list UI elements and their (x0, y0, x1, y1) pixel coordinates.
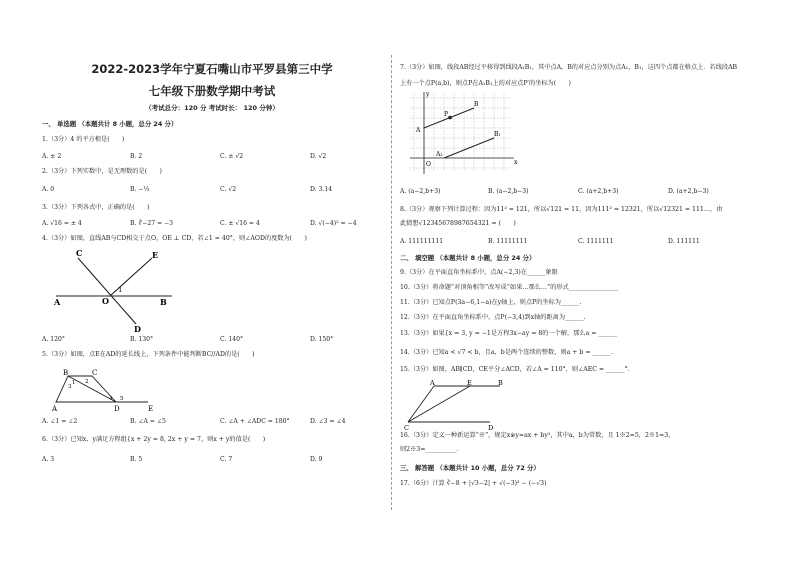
question-17: 17.（6分）计算 ∛−8 + |√3−2| + √(−3)² − (−√3) (400, 480, 547, 487)
line-cd (78, 258, 136, 324)
label-c: C (404, 424, 409, 432)
exam-title-line2: 七年级下册数学期中考试 (148, 84, 276, 98)
question-8-stem-line1: 8.（3分）观察下列计算过程：因为11² = 121，所以√121 = 11，因为111² = 12321，所以√12321 = 111…，由 (400, 206, 723, 213)
exam-title-line1: 2022-2023学年宁夏石嘴山市平罗县第三中学 (91, 62, 333, 76)
section-3-heading: 三、 解答题 （本题共计 10 小题，总分 72 分） (400, 464, 540, 472)
label-a: A (416, 127, 421, 134)
q3-option-b: B. ∛−27 = −3 (130, 220, 174, 227)
q3-option-c: C. ± √16 = 4 (220, 220, 260, 227)
label-origin: O (426, 161, 431, 168)
exam-info: （考试总分：120 分 考试时长： 120 分钟） (145, 104, 279, 112)
question-8-stem-line2: 此猜想√12345678987654321 = ( ) (400, 220, 516, 227)
q5-option-c: C. ∠A + ∠ADC = 180° (220, 418, 290, 425)
q4-option-c: C. 140° (220, 336, 243, 343)
question-10: 10.（3分）将命题“对顶角相等”改写成“如果…那么…”的形式________________ (400, 284, 619, 291)
label-b: B (498, 379, 503, 387)
q4-option-a: A. 120° (42, 336, 65, 343)
point-p (448, 116, 452, 120)
right-column (400, 0, 745, 562)
q1-option-c: C. ± √2 (220, 153, 244, 160)
label-y: y (426, 91, 430, 98)
angle-1: 1 (72, 380, 76, 386)
section-1-heading: 一、 单选题 （本题共计 8 小题，总分 24 分） (42, 120, 178, 128)
question-1-stem: 1.（3分）4 的平方根是( ) (42, 136, 125, 143)
q8-option-c: C. 1111111 (578, 238, 614, 245)
q6-option-b: B. 5 (130, 456, 143, 463)
ray-oe (110, 258, 152, 296)
label-b1: B₁ (494, 131, 501, 138)
segment-ac (408, 386, 434, 422)
question-2-stem: 2.（3分）下列实数中，是无理数的是( ) (42, 168, 162, 175)
q8-option-b: B. 11111111 (488, 238, 528, 245)
left-column (42, 0, 382, 562)
label-e: E (467, 379, 472, 387)
label-c: C (92, 369, 98, 377)
angle-2: 2 (85, 379, 89, 385)
q4-option-d: D. 150° (310, 336, 334, 343)
q6-option-a: A. 3 (42, 456, 55, 463)
question-9: 9.（3分）在平面直角坐标系中，点A(−2,3)在______象限 (400, 269, 558, 276)
question-6-stem: 6.（3分）已知x、y满足方程组{x + 2y = 8, 2x + y = 7，则x + y的值是( ) (42, 436, 266, 443)
q2-option-a: A. 0 (42, 186, 55, 193)
question-14: 14.（3分）已知a < √7 < b，且a，b是两个连续的整数，则a + b = ______. (400, 349, 613, 356)
label-x: x (514, 159, 518, 166)
label-b: B (63, 369, 69, 377)
q2-option-d: D. 3.14 (310, 186, 333, 193)
q7-option-a: A. (a−2,b+3) (400, 188, 441, 195)
q8-option-d: D. 111111 (668, 238, 700, 245)
question-12: 12.（3分）在平面直角坐标系中，点P(−3,4)到x轴的距离为______. (400, 314, 586, 321)
q7-option-b: B. (a−2,b−3) (488, 188, 529, 195)
question-13: 13.（3分）如果{x = 3, y = −1是方程3x−ay = 8的一个解，那么a = ______ (400, 330, 617, 337)
question-15-stem: 15.（3分）如图，AB∥CD，CE平分∠ACD，若∠A = 110°，则∠AEC = ______°. (400, 366, 630, 373)
q1-option-d: D. √2 (310, 153, 327, 160)
q6-option-d: D. 9 (310, 456, 323, 463)
question-3-stem: 3.（3分）下列各式中，正确的是( ) (42, 204, 150, 211)
label-e: E (148, 405, 154, 413)
q5-option-b: B. ∠A = ∠5 (130, 418, 166, 425)
question-16-line2: 则2※3=__________. (400, 446, 459, 453)
q7-option-d: D. (a+2,b−3) (668, 188, 709, 195)
angle-5: 5 (120, 396, 124, 402)
label-a: A (430, 379, 435, 387)
q6-option-c: C. 7 (220, 456, 233, 463)
question-16-line1: 16.（3分）定义一种新运算“※”，规定x※y=ax + by²，其中a，b为常数，且 1※2=5，2※1=3， (400, 432, 675, 439)
q5-figure (52, 366, 162, 414)
question-7-stem-line1: 7.（3分）如图，线段AB经过平移得到线段A₁B₁，其中点A，B的对应点分别为点A₁，B₁，这四个点都在格点上．若线段AB (400, 64, 738, 71)
angle-1-label: 1 (118, 286, 123, 294)
column-divider (391, 55, 392, 510)
label-b: B (474, 101, 479, 108)
question-5-stem: 5.（3分）如图，点E在AD的延长线上，下列条件中能判断BC//AD的是( ) (42, 351, 255, 358)
section-2-heading: 二、 填空题 （本题共计 8 小题，总分 24 分） (400, 254, 536, 262)
q1-option-a: A. ± 2 (42, 153, 62, 160)
label-d: D (488, 424, 494, 432)
label-p: P (444, 111, 449, 118)
label-b: B (160, 297, 167, 307)
label-a: A (54, 297, 61, 307)
label-e: E (152, 250, 159, 260)
q5-option-d: D. ∠3 = ∠4 (310, 418, 346, 425)
q7-grid-figure (410, 92, 522, 176)
q15-figure (404, 380, 504, 430)
q3-option-a: A. √16 = ± 4 (42, 220, 82, 227)
q4-option-b: B. 130° (130, 336, 154, 343)
q2-option-b: B. −⅓ (130, 186, 150, 193)
q8-option-a: A. 111111111 (400, 238, 444, 245)
label-d: D (114, 405, 120, 413)
q4-figure (52, 248, 202, 332)
q5-option-a: A. ∠1 = ∠2 (42, 418, 78, 425)
angle-3: 3 (68, 384, 72, 390)
label-o: O (102, 296, 109, 306)
q1-option-b: B. 2 (130, 153, 143, 160)
question-4-stem: 4.（3分）如图，直线AB与CD相交于点O，OE ⊥ CD，若∠1 = 40°，则∠AOD的度数为( ) (42, 235, 307, 242)
label-a1: A₁ (436, 151, 443, 158)
label-d: D (134, 324, 141, 334)
angle-4: 4 (109, 396, 113, 402)
question-11: 11.（3分）已知点P(3a−6,1−a)在y轴上，则点P的坐标为______. (400, 299, 582, 306)
segment-ce (408, 386, 470, 422)
question-7-stem-line2: 上有一个点P(a,b)，则点P在A₁B₁上的对应点P′的坐标为( ) (400, 80, 571, 87)
label-c: C (76, 248, 83, 258)
label-a: A (52, 405, 58, 413)
q7-option-c: C. (a+2,b+3) (578, 188, 619, 195)
q2-option-c: C. √2 (220, 186, 237, 193)
q3-option-d: D. √(−4)² = −4 (310, 220, 357, 227)
